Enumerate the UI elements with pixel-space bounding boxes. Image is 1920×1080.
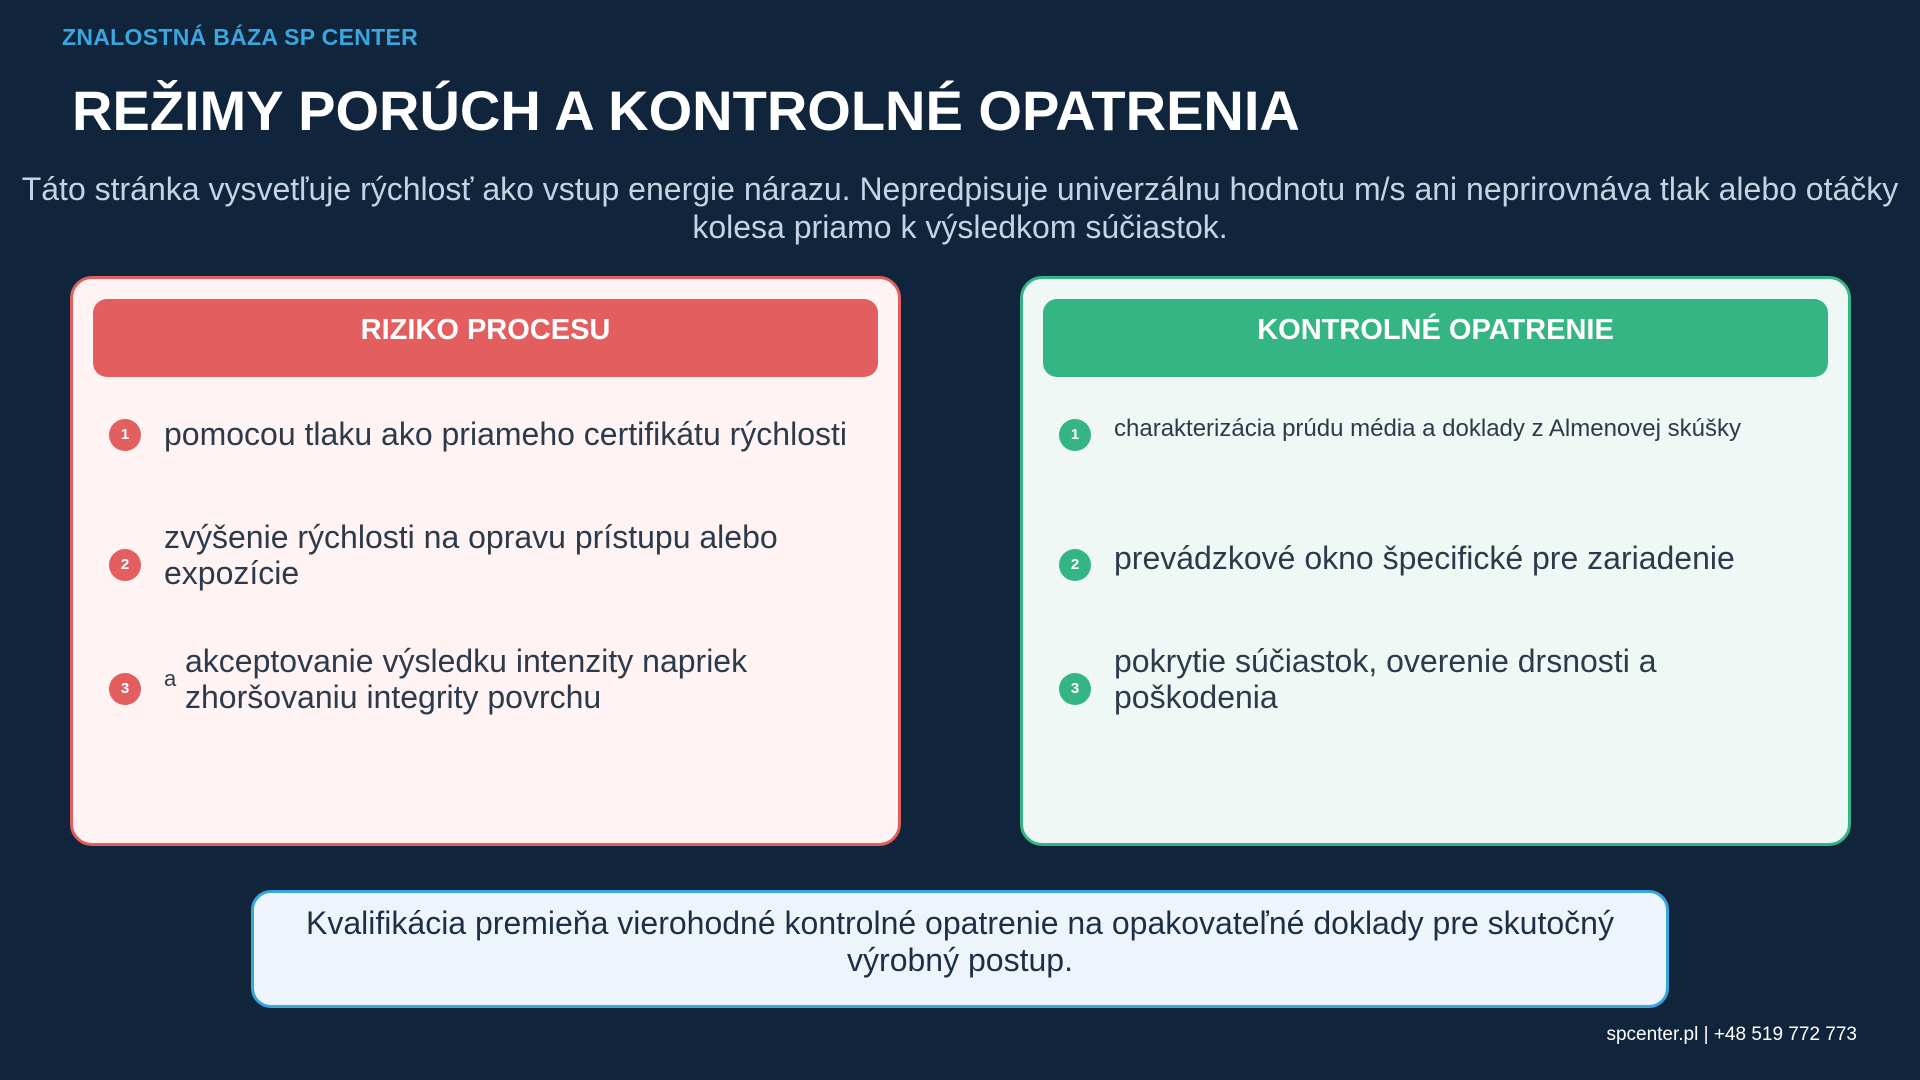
risk-card [70, 276, 901, 846]
brand-label: ZNALOSTNÁ BÁZA SP CENTER [62, 24, 419, 50]
control-item-number: 2 [1059, 549, 1091, 581]
control-item-text: pokrytie súčiastok, overenie drsnosti a poškodenia [1114, 643, 1657, 715]
risk-item-text: akceptovanie výsledku intenzity napriek zhoršovaniu integrity povrchu [185, 643, 748, 715]
summary-box: Kvalifikácia premieňa vierohodné kontrolné opatrenie na opakovateľné doklady pre skutočný výrobný postup. [251, 890, 1669, 1008]
control-item-text: prevádzkové okno špecifické pre zariadenie [1114, 540, 1735, 576]
contact-info: spcenter.pl | +48 519 772 773 [1606, 1024, 1857, 1045]
control-item-2 [1059, 540, 1818, 623]
risk-item-number: 3 [109, 673, 141, 705]
control-item-1 [1059, 415, 1818, 499]
control-item-number: 1 [1059, 419, 1091, 451]
risk-item-3 [109, 645, 868, 725]
page-subtitle: Táto stránka vysvetľuje rýchlosť ako vstup energie nárazu. Nepredpisuje univerzálnu hodnotu m/s ani neprirovnáva tlak alebo otáčky kolesa priamo k výsledkom súčiastok. [21, 171, 1899, 245]
risk-item-text: zvýšenie rýchlosti na opravu prístupu alebo expozície [164, 519, 778, 591]
control-card-header: KONTROLNÉ OPATRENIE [1043, 299, 1828, 377]
risk-item-number: 1 [109, 419, 141, 451]
risk-item-1 [109, 416, 868, 499]
risk-item-text: pomocou tlaku ako priameho certifikátu rýchlosti [164, 416, 847, 452]
control-item-number: 3 [1059, 673, 1091, 705]
risk-card-header: RIZIKO PROCESU [93, 299, 878, 377]
control-card [1020, 276, 1851, 846]
risk-item-2 [109, 521, 868, 601]
control-item-text: charakterizácia prúdu média a doklady z Almenovej skúšky [1114, 415, 1741, 442]
control-item-3 [1059, 645, 1818, 725]
risk-item-prefix: a [164, 666, 177, 691]
page-title: REŽIMY PORÚCH A KONTROLNÉ OPATRENIA [72, 79, 1300, 142]
risk-item-number: 2 [109, 549, 141, 581]
